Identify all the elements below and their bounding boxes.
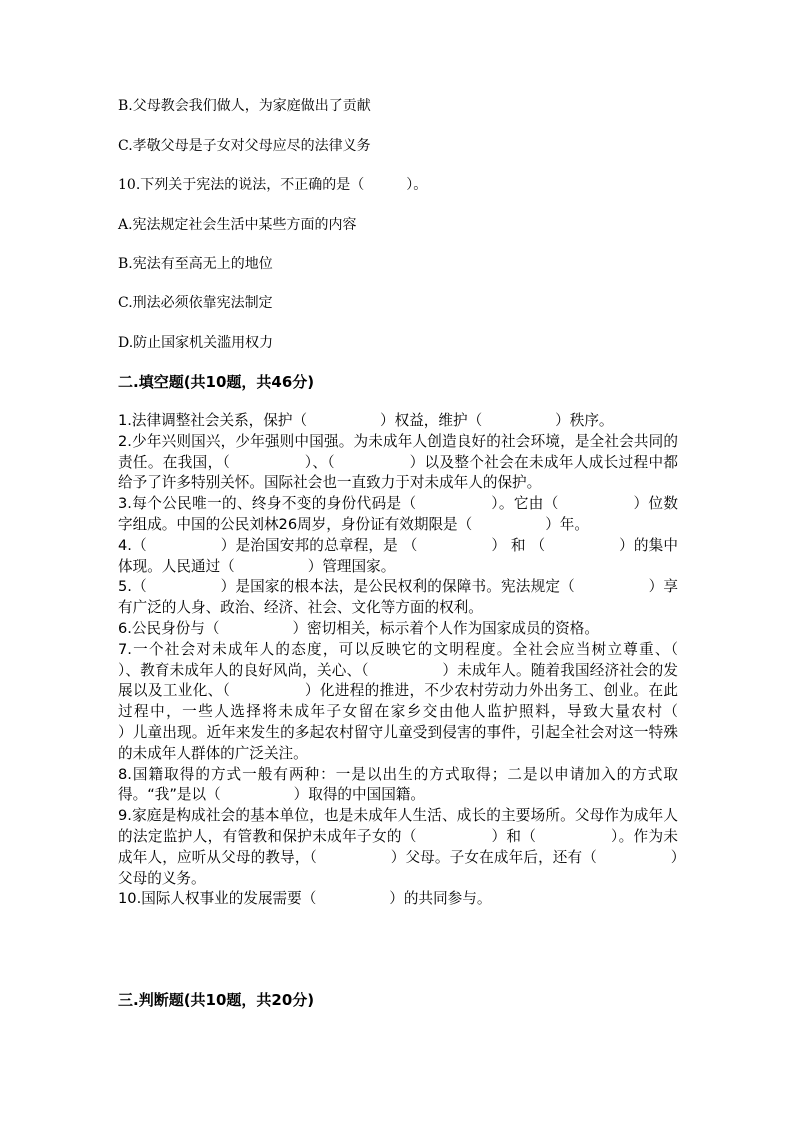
fill-question-7: 7.一个社会对未成年人的态度，可以反映它的文明程度。全社会应当树立尊重、（ ）、教育未成年人的良好风尚，关心、（ ）未成年人。随着我国经济社会的发展以及工业化、（ ）化进程的推进，不少农村劳动力外出务工、创业。在此过程中，一些人选择将未成年子女留在家乡交由他人监护照料，导致大量农村（ ）儿童出现。近年来发生的多起农村留守儿童受到侵害的事件，引起全社会对这一特殊的未成年人群体的广泛关注。 [118,640,751,762]
section-fill-title: 二.填空题(共10题，共46分) [118,373,315,391]
fill-question-1: 1.法律调整社会关系，保护（ ）权益，维护（ ）秩序。 [118,412,614,429]
q10-option-d: D.防止国家机关滥用权力 [118,335,274,351]
fill-question-8: 8.国籍取得的方式一般有两种：一是以出生的方式取得；二是以申请加入的方式取得。“我”是以（ ）取得的中国国籍。 [118,765,678,804]
fill-in-questions [118,411,751,910]
fill-question-6: 6.公民身份与（ ）密切相关，标示着个人作为国家成员的资格。 [118,619,599,637]
q10-question: 10.下列关于宪法的说法，不正确的是（ ）。 [118,177,428,193]
q9-option-b: B.父母教会我们做人，为家庭做出了贡献 [118,98,371,114]
q9-option-c: C.孝敬父母是子女对父母应尽的法律义务 [118,138,371,154]
fill-question-3: 3.每个公民唯一的、终身不变的身份代码是（ ）。它由（ ）位数字组成。中国的公民刘林26周岁，身份证有效期限是（ ）年。 [118,495,678,533]
fill-question-4: 4.（ ）是治国安邦的总章程，是 （ ） 和 （ ）的集中体现。人民通过（ ）管理国家。 [118,536,678,575]
q10-option-a: A.宪法规定社会生活中某些方面的内容 [118,217,357,233]
section-judge-title: 三.判断题(共10题，共20分) [118,991,315,1009]
fill-question-9: 9.家庭是构成社会的基本单位，也是未成年人生活、成长的主要场所。父母作为成年人的法定监护人，有管教和保护未成年子女的（ ）和（ ）。作为未成年人，应听从父母的教导，（ ）父母。子女在成年后，还有（ ）父母的义务。 [118,807,678,887]
q10-option-b: B.宪法有至高无上的地位 [118,256,273,272]
fill-question-2: 2.少年兴则国兴，少年强则中国强。为未成年人创造良好的社会环境，是全社会共同的责任。在我国，（ ）、（ ）以及整个社会在未成年人成长过程中都给予了许多特别关怀。国际社会也一直致力于对未成年人的保护。 [118,432,678,492]
fill-question-5: 5.（ ）是国家的根本法，是公民权利的保障书。宪法规定（ ）享有广泛的人身、政治、经济、社会、文化等方面的权利。 [118,578,678,617]
q10-option-c: C.刑法必须依靠宪法制定 [118,295,273,311]
fill-question-10: 10.国际人权事业的发展需要（ ）的共同参与。 [118,890,492,908]
